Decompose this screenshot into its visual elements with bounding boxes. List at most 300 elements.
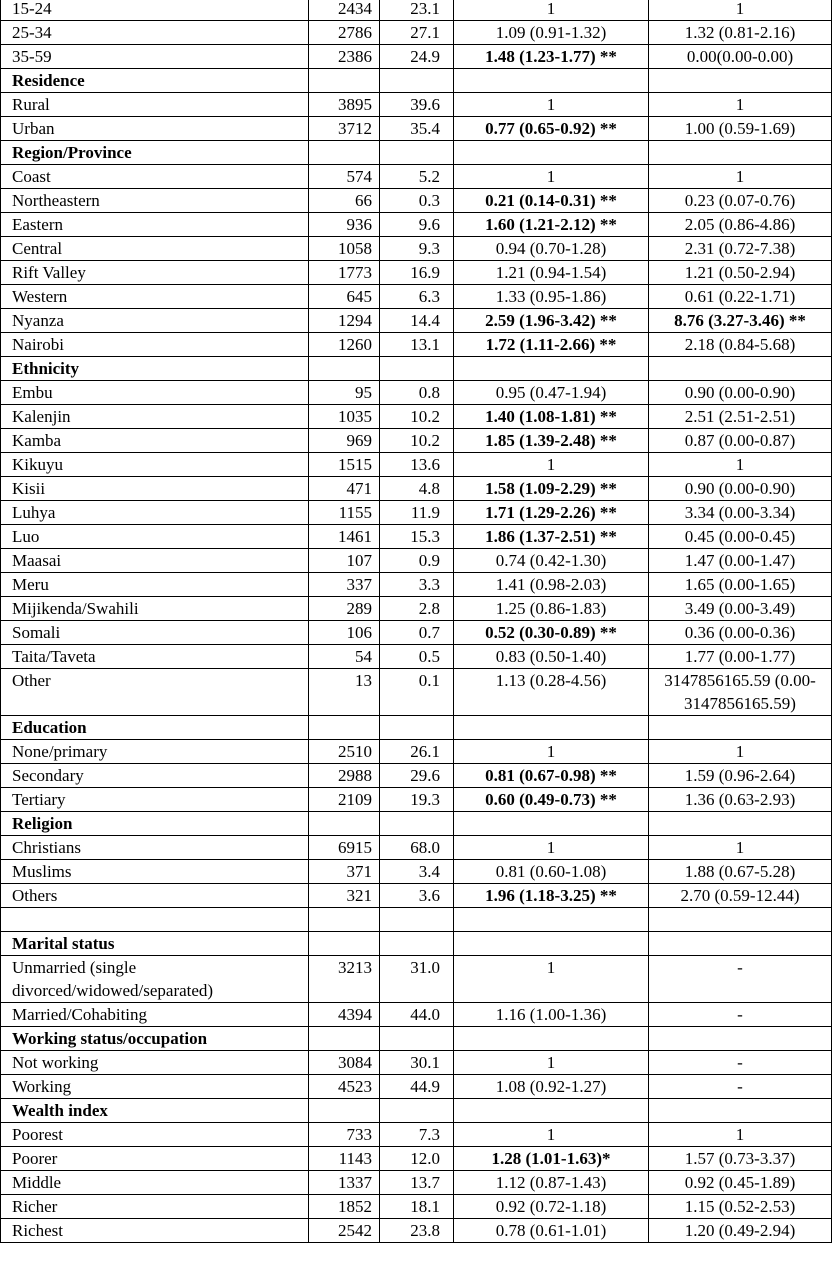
odds-ratio-model-1: 1.08 (0.92-1.27) — [454, 1075, 649, 1099]
odds-ratio-model-1: 0.81 (0.67-0.98) ** — [454, 764, 649, 788]
empty-cell — [454, 1099, 649, 1123]
sample-count: 936 — [309, 213, 380, 237]
odds-ratio-model-2: 1.59 (0.96-2.64) — [649, 764, 832, 788]
percentage: 44.9 — [380, 1075, 454, 1099]
percentage: 19.3 — [380, 788, 454, 812]
table-row — [1, 261, 832, 285]
percentage: 12.0 — [380, 1147, 454, 1171]
odds-ratio-model-2: 1 — [649, 740, 832, 764]
odds-ratio-model-2: 1.77 (0.00-1.77) — [649, 645, 832, 669]
percentage: 0.7 — [380, 621, 454, 645]
odds-ratio-model-1: 1.96 (1.18-3.25) ** — [454, 884, 649, 908]
table-row — [1, 189, 832, 213]
percentage: 13.1 — [380, 333, 454, 357]
percentage: 2.8 — [380, 597, 454, 621]
odds-ratio-model-1: 1.21 (0.94-1.54) — [454, 261, 649, 285]
table-row — [1, 1123, 832, 1147]
section-title: Marital status — [1, 932, 309, 956]
odds-ratio-model-1: 1.41 (0.98-2.03) — [454, 573, 649, 597]
section-header-row — [1, 357, 832, 381]
empty-cell — [309, 1027, 380, 1051]
sample-count: 2988 — [309, 764, 380, 788]
odds-ratio-model-1: 1.13 (0.28-4.56) — [454, 669, 649, 716]
odds-ratio-model-1: 0.21 (0.14-0.31) ** — [454, 189, 649, 213]
table-row — [1, 165, 832, 189]
empty-cell — [649, 1027, 832, 1051]
odds-ratio-model-1: 0.94 (0.70-1.28) — [454, 237, 649, 261]
row-label: Western — [1, 285, 309, 309]
sample-count: 107 — [309, 549, 380, 573]
odds-ratio-model-1: 2.59 (1.96-3.42) ** — [454, 309, 649, 333]
table-body — [1, 0, 832, 1243]
odds-ratio-model-1: 1.33 (0.95-1.86) — [454, 285, 649, 309]
table-row — [1, 1051, 832, 1075]
odds-ratio-model-2: 1.65 (0.00-1.65) — [649, 573, 832, 597]
section-header-row — [1, 932, 832, 956]
section-header-row — [1, 141, 832, 165]
table-row — [1, 1075, 832, 1099]
percentage: 30.1 — [380, 1051, 454, 1075]
sample-count: 289 — [309, 597, 380, 621]
empty-cell — [454, 357, 649, 381]
odds-ratio-model-1: 0.60 (0.49-0.73) ** — [454, 788, 649, 812]
odds-ratio-model-2: 1 — [649, 1123, 832, 1147]
odds-ratio-model-2: 2.18 (0.84-5.68) — [649, 333, 832, 357]
empty-cell — [454, 932, 649, 956]
odds-ratio-model-1: 1.72 (1.11-2.66) ** — [454, 333, 649, 357]
sample-count: 1461 — [309, 525, 380, 549]
percentage: 68.0 — [380, 836, 454, 860]
percentage: 23.1 — [380, 0, 454, 21]
row-label: Maasai — [1, 549, 309, 573]
percentage: 35.4 — [380, 117, 454, 141]
odds-ratio-model-2: - — [649, 1051, 832, 1075]
odds-ratio-model-2: 2.51 (2.51-2.51) — [649, 405, 832, 429]
percentage: 18.1 — [380, 1195, 454, 1219]
percentage: 4.8 — [380, 477, 454, 501]
empty-cell — [380, 908, 454, 932]
sample-count: 3084 — [309, 1051, 380, 1075]
percentage: 13.7 — [380, 1171, 454, 1195]
row-label: 15-24 — [1, 0, 309, 21]
row-label: Taita/Taveta — [1, 645, 309, 669]
odds-ratio-model-1: 1 — [454, 0, 649, 21]
odds-ratio-model-2: - — [649, 956, 832, 1003]
sample-count: 4394 — [309, 1003, 380, 1027]
odds-ratio-model-1: 1.48 (1.23-1.77) ** — [454, 45, 649, 69]
table-row — [1, 549, 832, 573]
row-label: Eastern — [1, 213, 309, 237]
row-label: Middle — [1, 1171, 309, 1195]
table-row — [1, 1171, 832, 1195]
odds-ratio-model-1: 0.95 (0.47-1.94) — [454, 381, 649, 405]
section-title: Wealth index — [1, 1099, 309, 1123]
row-label: Secondary — [1, 764, 309, 788]
section-title: Working status/occupation — [1, 1027, 309, 1051]
odds-ratio-model-1: 1 — [454, 165, 649, 189]
empty-cell — [309, 1099, 380, 1123]
table-row — [1, 93, 832, 117]
odds-ratio-model-1: 1 — [454, 1123, 649, 1147]
percentage: 26.1 — [380, 740, 454, 764]
sample-count: 471 — [309, 477, 380, 501]
odds-ratio-model-2: 8.76 (3.27-3.46) ** — [649, 309, 832, 333]
odds-ratio-model-1: 0.78 (0.61-1.01) — [454, 1219, 649, 1243]
odds-ratio-model-1: 1.12 (0.87-1.43) — [454, 1171, 649, 1195]
table-row — [1, 285, 832, 309]
percentage: 0.1 — [380, 669, 454, 716]
odds-ratio-model-2: 0.23 (0.07-0.76) — [649, 189, 832, 213]
percentage: 13.6 — [380, 453, 454, 477]
sample-count: 574 — [309, 165, 380, 189]
row-label: Kamba — [1, 429, 309, 453]
sample-count: 645 — [309, 285, 380, 309]
table-row — [1, 669, 832, 716]
odds-ratio-model-1: 1.09 (0.91-1.32) — [454, 21, 649, 45]
section-title: Region/Province — [1, 141, 309, 165]
row-label: Tertiary — [1, 788, 309, 812]
row-label: Married/Cohabiting — [1, 1003, 309, 1027]
sample-count: 106 — [309, 621, 380, 645]
row-label: Not working — [1, 1051, 309, 1075]
odds-ratio-model-2: 2.31 (0.72-7.38) — [649, 237, 832, 261]
odds-ratio-model-2: 1.15 (0.52-2.53) — [649, 1195, 832, 1219]
table-row — [1, 884, 832, 908]
empty-cell — [380, 1099, 454, 1123]
table-row — [1, 453, 832, 477]
empty-cell — [309, 716, 380, 740]
percentage: 31.0 — [380, 956, 454, 1003]
sample-count: 1260 — [309, 333, 380, 357]
row-label: Poorest — [1, 1123, 309, 1147]
empty-cell — [649, 1099, 832, 1123]
odds-ratio-model-2: 1 — [649, 836, 832, 860]
row-label: Richest — [1, 1219, 309, 1243]
sample-count: 6915 — [309, 836, 380, 860]
sample-count: 371 — [309, 860, 380, 884]
percentage: 15.3 — [380, 525, 454, 549]
empty-cell — [1, 908, 309, 932]
empty-cell — [649, 932, 832, 956]
table-row — [1, 21, 832, 45]
row-label: Kisii — [1, 477, 309, 501]
table-row — [1, 645, 832, 669]
table-row — [1, 429, 832, 453]
odds-ratio-model-2: 3.34 (0.00-3.34) — [649, 501, 832, 525]
percentage: 3.6 — [380, 884, 454, 908]
odds-ratio-model-1: 1.40 (1.08-1.81) ** — [454, 405, 649, 429]
sample-count: 1155 — [309, 501, 380, 525]
section-title: Ethnicity — [1, 357, 309, 381]
section-header-row — [1, 812, 832, 836]
table-row — [1, 525, 832, 549]
odds-ratio-model-1: 1 — [454, 1051, 649, 1075]
percentage: 29.6 — [380, 764, 454, 788]
percentage: 10.2 — [380, 405, 454, 429]
odds-ratio-model-2: 1.21 (0.50-2.94) — [649, 261, 832, 285]
odds-ratio-model-1: 0.81 (0.60-1.08) — [454, 860, 649, 884]
empty-cell — [454, 908, 649, 932]
row-label: Northeastern — [1, 189, 309, 213]
sample-count: 4523 — [309, 1075, 380, 1099]
odds-ratio-model-1: 1.60 (1.21-2.12) ** — [454, 213, 649, 237]
odds-ratio-model-1: 0.74 (0.42-1.30) — [454, 549, 649, 573]
percentage: 44.0 — [380, 1003, 454, 1027]
row-label: Muslims — [1, 860, 309, 884]
sample-count: 2542 — [309, 1219, 380, 1243]
sample-count: 2434 — [309, 0, 380, 21]
odds-ratio-model-2: - — [649, 1003, 832, 1027]
section-header-row — [1, 1099, 832, 1123]
table-row — [1, 836, 832, 860]
row-label: Coast — [1, 165, 309, 189]
percentage: 27.1 — [380, 21, 454, 45]
sample-count: 321 — [309, 884, 380, 908]
odds-ratio-model-2: 0.87 (0.00-0.87) — [649, 429, 832, 453]
empty-cell — [309, 932, 380, 956]
empty-cell — [649, 141, 832, 165]
percentage: 0.3 — [380, 189, 454, 213]
row-label: Mijikenda/Swahili — [1, 597, 309, 621]
row-label: Working — [1, 1075, 309, 1099]
percentage: 6.3 — [380, 285, 454, 309]
table-row — [1, 477, 832, 501]
sample-count: 969 — [309, 429, 380, 453]
odds-ratio-model-2: 1.47 (0.00-1.47) — [649, 549, 832, 573]
sample-count: 3213 — [309, 956, 380, 1003]
row-label: Kikuyu — [1, 453, 309, 477]
empty-cell — [649, 716, 832, 740]
section-title: Residence — [1, 69, 309, 93]
sample-count: 2109 — [309, 788, 380, 812]
table-row — [1, 117, 832, 141]
odds-ratio-model-1: 1.16 (1.00-1.36) — [454, 1003, 649, 1027]
empty-cell — [380, 357, 454, 381]
sample-count: 1143 — [309, 1147, 380, 1171]
sample-count: 66 — [309, 189, 380, 213]
section-header-row — [1, 716, 832, 740]
empty-cell — [454, 716, 649, 740]
row-label: None/primary — [1, 740, 309, 764]
odds-ratio-model-2: 1.36 (0.63-2.93) — [649, 788, 832, 812]
odds-ratio-model-2: 0.92 (0.45-1.89) — [649, 1171, 832, 1195]
odds-ratio-model-1: 1.28 (1.01-1.63)* — [454, 1147, 649, 1171]
percentage: 5.2 — [380, 165, 454, 189]
table-row — [1, 788, 832, 812]
sample-count: 2386 — [309, 45, 380, 69]
table-row — [1, 573, 832, 597]
sample-count: 2510 — [309, 740, 380, 764]
row-label: Urban — [1, 117, 309, 141]
row-label: Luo — [1, 525, 309, 549]
row-label: Kalenjin — [1, 405, 309, 429]
sample-count: 2786 — [309, 21, 380, 45]
percentage: 10.2 — [380, 429, 454, 453]
percentage: 7.3 — [380, 1123, 454, 1147]
odds-ratio-model-2: - — [649, 1075, 832, 1099]
empty-cell — [309, 357, 380, 381]
row-label: Richer — [1, 1195, 309, 1219]
sample-count: 54 — [309, 645, 380, 669]
table-row — [1, 621, 832, 645]
table-row — [1, 405, 832, 429]
odds-ratio-model-1: 1 — [454, 93, 649, 117]
percentage: 0.5 — [380, 645, 454, 669]
odds-ratio-model-2: 0.36 (0.00-0.36) — [649, 621, 832, 645]
odds-ratio-model-2: 0.61 (0.22-1.71) — [649, 285, 832, 309]
odds-ratio-model-2: 0.90 (0.00-0.90) — [649, 381, 832, 405]
table-row — [1, 860, 832, 884]
blank-row — [1, 908, 832, 932]
sample-count: 3712 — [309, 117, 380, 141]
odds-ratio-model-1: 1 — [454, 836, 649, 860]
table-row — [1, 45, 832, 69]
odds-ratio-model-2: 3147856165.59 (0.00-3147856165.59) — [649, 669, 832, 716]
empty-cell — [380, 141, 454, 165]
empty-cell — [380, 812, 454, 836]
row-label: Somali — [1, 621, 309, 645]
empty-cell — [454, 1027, 649, 1051]
odds-ratio-model-1: 1.58 (1.09-2.29) ** — [454, 477, 649, 501]
row-label: 25-34 — [1, 21, 309, 45]
empty-cell — [380, 1027, 454, 1051]
section-title: Religion — [1, 812, 309, 836]
table-row — [1, 309, 832, 333]
odds-ratio-model-1: 1.25 (0.86-1.83) — [454, 597, 649, 621]
percentage: 3.3 — [380, 573, 454, 597]
odds-ratio-model-2: 1.57 (0.73-3.37) — [649, 1147, 832, 1171]
row-label: Meru — [1, 573, 309, 597]
percentage: 9.3 — [380, 237, 454, 261]
odds-ratio-model-2: 1 — [649, 0, 832, 21]
row-label: Rural — [1, 93, 309, 117]
empty-cell — [649, 908, 832, 932]
odds-ratio-model-2: 2.70 (0.59-12.44) — [649, 884, 832, 908]
row-label: Embu — [1, 381, 309, 405]
odds-ratio-model-1: 1.71 (1.29-2.26) ** — [454, 501, 649, 525]
sample-count: 1294 — [309, 309, 380, 333]
odds-ratio-model-2: 1.20 (0.49-2.94) — [649, 1219, 832, 1243]
empty-cell — [380, 932, 454, 956]
odds-ratio-model-2: 2.05 (0.86-4.86) — [649, 213, 832, 237]
sample-count: 337 — [309, 573, 380, 597]
percentage: 14.4 — [380, 309, 454, 333]
row-label: Nairobi — [1, 333, 309, 357]
row-label: 35-59 — [1, 45, 309, 69]
odds-ratio-model-1: 0.52 (0.30-0.89) ** — [454, 621, 649, 645]
odds-ratio-model-2: 1 — [649, 453, 832, 477]
section-header-row — [1, 1027, 832, 1051]
odds-ratio-model-2: 0.45 (0.00-0.45) — [649, 525, 832, 549]
row-label: Rift Valley — [1, 261, 309, 285]
table-row — [1, 956, 832, 1003]
empty-cell — [309, 908, 380, 932]
row-label: Others — [1, 884, 309, 908]
odds-ratio-model-1: 1 — [454, 453, 649, 477]
odds-ratio-model-1: 1.85 (1.39-2.48) ** — [454, 429, 649, 453]
percentage: 24.9 — [380, 45, 454, 69]
row-label: Unmarried (single divorced/widowed/separated) — [1, 956, 309, 1003]
sample-count: 95 — [309, 381, 380, 405]
empty-cell — [454, 141, 649, 165]
odds-ratio-model-1: 0.83 (0.50-1.40) — [454, 645, 649, 669]
table-row — [1, 333, 832, 357]
odds-ratio-model-2: 0.00(0.00-0.00) — [649, 45, 832, 69]
table-row — [1, 213, 832, 237]
percentage: 9.6 — [380, 213, 454, 237]
sample-count: 1773 — [309, 261, 380, 285]
sample-count: 3895 — [309, 93, 380, 117]
sample-count: 13 — [309, 669, 380, 716]
empty-cell — [309, 812, 380, 836]
table-row — [1, 0, 832, 21]
percentage: 23.8 — [380, 1219, 454, 1243]
sample-count: 1852 — [309, 1195, 380, 1219]
odds-ratio-model-2: 1.00 (0.59-1.69) — [649, 117, 832, 141]
odds-ratio-model-2: 1 — [649, 93, 832, 117]
odds-ratio-model-2: 3.49 (0.00-3.49) — [649, 597, 832, 621]
odds-ratio-model-2: 0.90 (0.00-0.90) — [649, 477, 832, 501]
table-row — [1, 740, 832, 764]
empty-cell — [380, 69, 454, 93]
table-row — [1, 501, 832, 525]
row-label: Central — [1, 237, 309, 261]
percentage: 3.4 — [380, 860, 454, 884]
sample-count: 1515 — [309, 453, 380, 477]
row-label: Other — [1, 669, 309, 716]
percentage: 11.9 — [380, 501, 454, 525]
odds-ratio-model-1: 1 — [454, 956, 649, 1003]
table-row — [1, 237, 832, 261]
table-row — [1, 764, 832, 788]
odds-ratio-model-1: 0.77 (0.65-0.92) ** — [454, 117, 649, 141]
empty-cell — [649, 812, 832, 836]
empty-cell — [309, 141, 380, 165]
row-label: Christians — [1, 836, 309, 860]
percentage: 0.9 — [380, 549, 454, 573]
row-label: Luhya — [1, 501, 309, 525]
table-row — [1, 1003, 832, 1027]
odds-ratio-model-1: 1.86 (1.37-2.51) ** — [454, 525, 649, 549]
empty-cell — [309, 69, 380, 93]
odds-ratio-model-2: 1.32 (0.81-2.16) — [649, 21, 832, 45]
sample-count: 1058 — [309, 237, 380, 261]
odds-ratio-model-2: 1.88 (0.67-5.28) — [649, 860, 832, 884]
section-title: Education — [1, 716, 309, 740]
empty-cell — [454, 69, 649, 93]
table-row — [1, 1147, 832, 1171]
odds-ratio-model-1: 1 — [454, 740, 649, 764]
odds-ratio-model-1: 0.92 (0.72-1.18) — [454, 1195, 649, 1219]
percentage: 0.8 — [380, 381, 454, 405]
empty-cell — [454, 812, 649, 836]
row-label: Nyanza — [1, 309, 309, 333]
empty-cell — [649, 357, 832, 381]
sample-count: 1337 — [309, 1171, 380, 1195]
odds-ratio-model-2: 1 — [649, 165, 832, 189]
sample-count: 733 — [309, 1123, 380, 1147]
table-row — [1, 1219, 832, 1243]
percentage: 39.6 — [380, 93, 454, 117]
sample-count: 1035 — [309, 405, 380, 429]
table-row — [1, 597, 832, 621]
empty-cell — [649, 69, 832, 93]
table-row — [1, 1195, 832, 1219]
table-row — [1, 381, 832, 405]
section-header-row — [1, 69, 832, 93]
empty-cell — [380, 716, 454, 740]
row-label: Poorer — [1, 1147, 309, 1171]
